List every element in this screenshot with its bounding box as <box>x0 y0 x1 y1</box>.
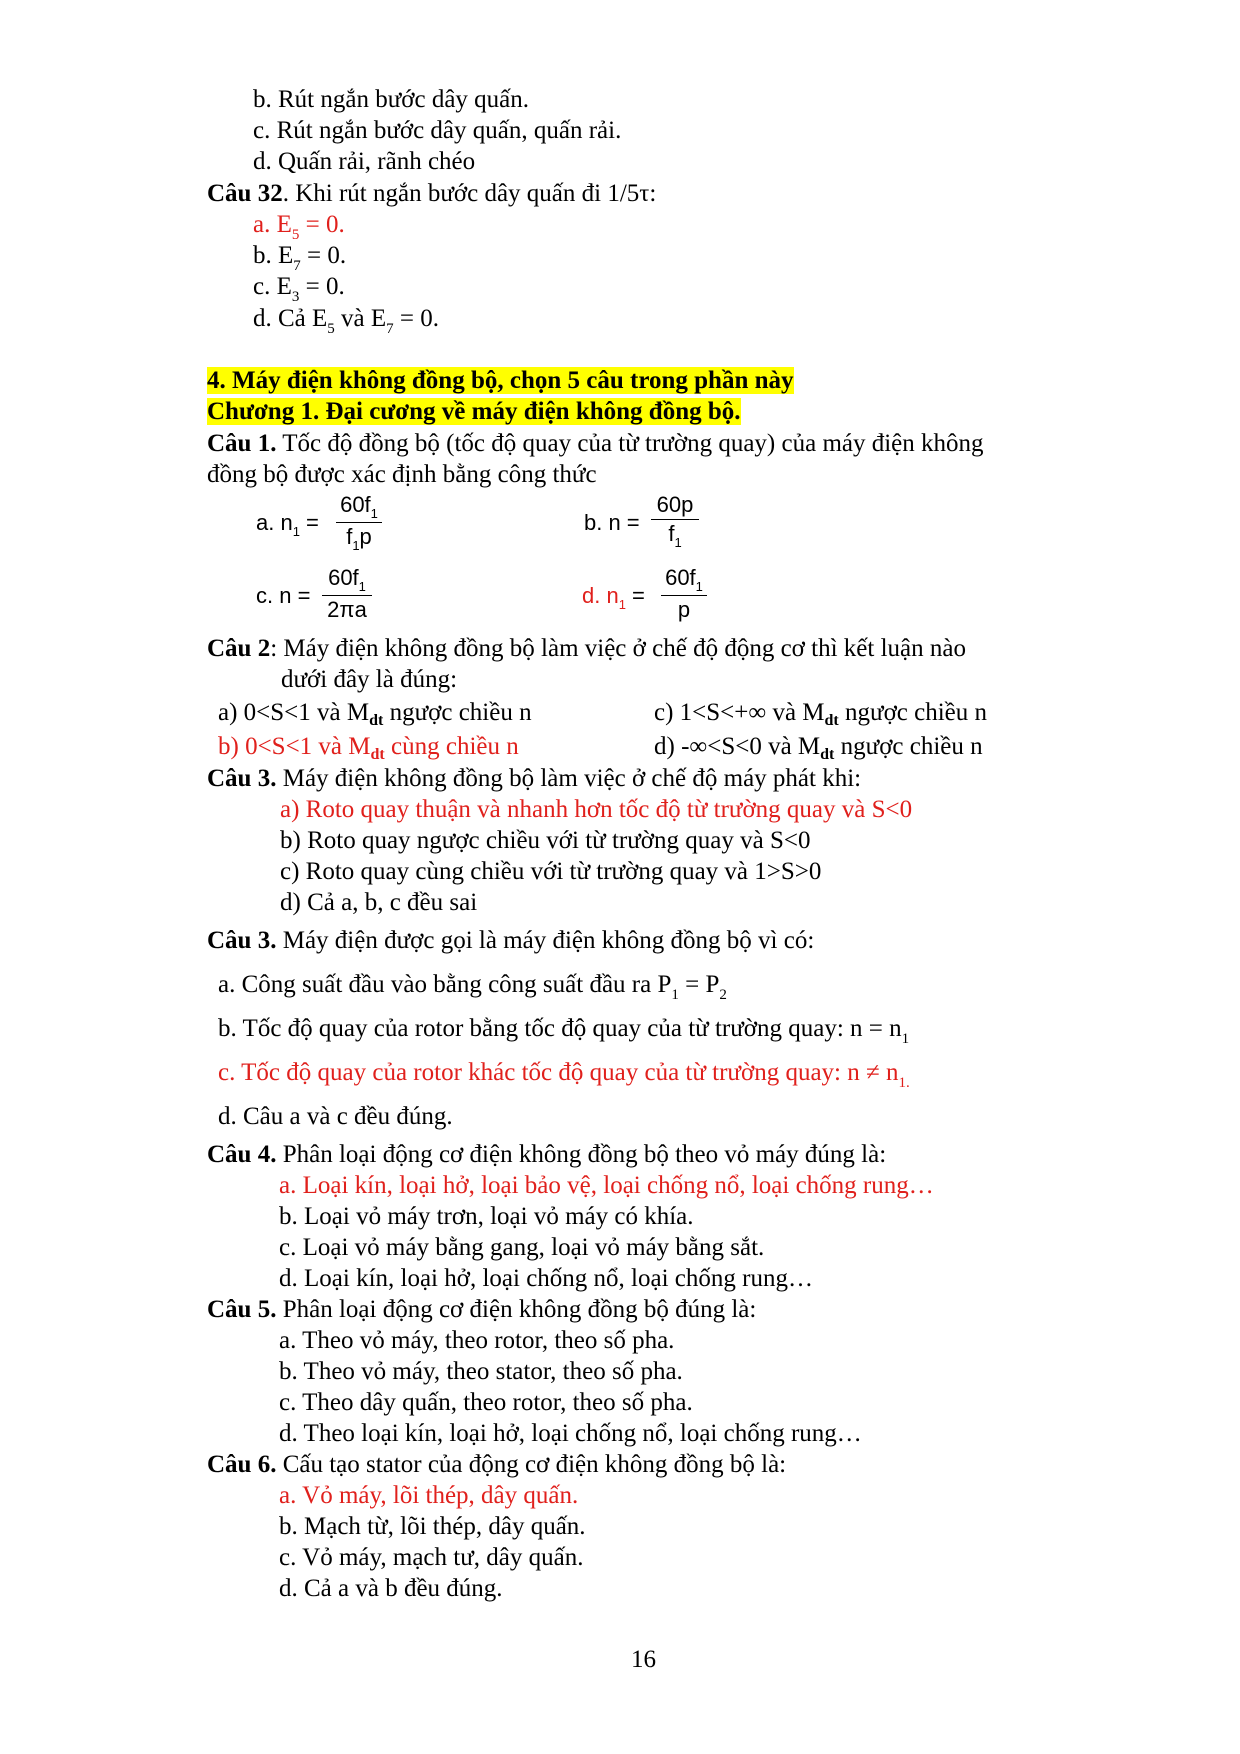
formula-c-fraction: $60f_1$ 2πa <box>322 564 372 624</box>
q5-option-d: d. Theo loại kín, loại hở, loại chống nổ, loại chống rung… <box>279 1420 862 1447</box>
q4-option-c: c. Loại vỏ máy bằng gang, loại vỏ máy bằng sắt. <box>279 1234 765 1261</box>
q2-option-d: d) -∞<S<0 và $M_{dt}$ ngược chiều n <box>654 733 983 763</box>
q3a-option-c: c) Roto quay cùng chiều với từ trường quay và 1>S>0 <box>280 858 822 885</box>
prev-option-d: d. Quấn rải, rãnh chéo <box>253 148 476 175</box>
q3b-option-c: c. Tốc độ quay của rotor khác tốc độ quay của từ trường quay: $n \ne n_{1.}$ <box>218 1059 910 1091</box>
q3a-option-b: b) Roto quay ngược chiều với từ trường quay và S<0 <box>280 827 811 854</box>
question-1: Câu 1. Tốc độ đồng bộ (tốc độ quay của từ trường quay) của máy điện không <box>207 430 984 457</box>
formula-b-lhs: b. n = <box>584 510 640 535</box>
formula-a-lhs: a. $n_1$ = <box>256 510 319 539</box>
page-number: 16 <box>631 1646 656 1673</box>
q32-option-b: b. $E_7 = 0$. <box>253 242 347 274</box>
q6-option-c: c. Vỏ máy, mạch tư, dây quấn. <box>279 1544 584 1571</box>
question-2-cont: dưới đây là đúng: <box>281 666 458 693</box>
formula-d-fraction: $60f_1$ p <box>661 564 707 624</box>
q32-option-a: a. $E_5 = 0$. <box>253 211 345 243</box>
question-5: Câu 5. Phân loại động cơ điện không đồng bộ đúng là: <box>207 1296 757 1323</box>
prev-option-b: b. Rút ngắn bước dây quấn. <box>253 86 530 113</box>
q5-option-b: b. Theo vỏ máy, theo stator, theo số pha. <box>279 1358 683 1385</box>
question-3b: Câu 3. Máy điện được gọi là máy điện không đồng bộ vì có: <box>207 927 815 954</box>
q3b-option-b: b. Tốc độ quay của rotor bằng tốc độ quay của từ trường quay: $n = n_1$ <box>218 1015 910 1047</box>
q6-option-a: a. Vỏ máy, lõi thép, dây quấn. <box>279 1482 579 1509</box>
q2-option-c: c) 1<S<+∞ và $M_{dt}$ ngược chiều n <box>654 699 988 729</box>
q32-option-d: d. Cả $E_5$ và $E_7 = 0$. <box>253 305 440 337</box>
q2-option-a: a) 0<S<1 và $M_{dt}$ ngược chiều n <box>218 699 532 729</box>
formula-c-lhs: c. n = <box>256 583 311 608</box>
q5-option-a: a. Theo vỏ máy, theo rotor, theo số pha. <box>279 1327 675 1354</box>
q32-option-c: c. $E_3 = 0$. <box>253 273 345 305</box>
q4-option-a: a. Loại kín, loại hở, loại bảo vệ, loại chống nổ, loại chống rung… <box>279 1172 934 1199</box>
formula-a-fraction: $60f_1$ $f_1p$ <box>336 491 382 554</box>
question-2: Câu 2: Máy điện không đồng bộ làm việc ở chế độ động cơ thì kết luận nào <box>207 635 966 662</box>
question-4: Câu 4. Phân loại động cơ điện không đồng bộ theo vỏ máy đúng là: <box>207 1141 887 1168</box>
section-heading: 4. Máy điện không đồng bộ, chọn 5 câu trong phần này <box>207 367 794 394</box>
question-32: Câu 32. Khi rút ngắn bước dây quấn đi 1/5τ: <box>207 180 657 207</box>
q4-option-d: d. Loại kín, loại hở, loại chống nổ, loại chống rung… <box>279 1265 813 1292</box>
q4-option-b: b. Loại vỏ máy trơn, loại vỏ máy có khía. <box>279 1203 694 1230</box>
question-1-cont: đồng bộ được xác định bằng công thức <box>207 461 597 488</box>
q2-option-b: b) 0<S<1 và $M_{dt}$ cùng chiều n <box>218 733 519 763</box>
question-6: Câu 6. Cấu tạo stator của động cơ điện không đồng bộ là: <box>207 1451 787 1478</box>
q3a-option-d: d) Cả a, b, c đều sai <box>280 889 478 916</box>
formula-b-fraction: 60p $f_1$ <box>651 491 699 551</box>
q6-option-b: b. Mạch từ, lõi thép, dây quấn. <box>279 1513 586 1540</box>
chapter-heading: Chương 1. Đại cương về máy điện không đồng bộ. <box>207 398 741 425</box>
q3a-option-a: a) Roto quay thuận và nhanh hơn tốc độ từ trường quay và S<0 <box>280 796 913 823</box>
formula-d-lhs: d. $n_1$ = <box>582 583 645 612</box>
q5-option-c: c. Theo dây quấn, theo rotor, theo số pha. <box>279 1389 693 1416</box>
prev-option-c: c. Rút ngắn bước dây quấn, quấn rải. <box>253 117 622 144</box>
q3b-option-a: a. Công suất đầu vào bằng công suất đầu ra $P_1 = P_2$ <box>218 971 727 1003</box>
q3b-option-d: d. Câu a và c đều đúng. <box>218 1103 453 1130</box>
q6-option-d: d. Cả a và b đều đúng. <box>279 1575 503 1602</box>
question-3a: Câu 3. Máy điện không đồng bộ làm việc ở chế độ máy phát khi: <box>207 765 862 792</box>
